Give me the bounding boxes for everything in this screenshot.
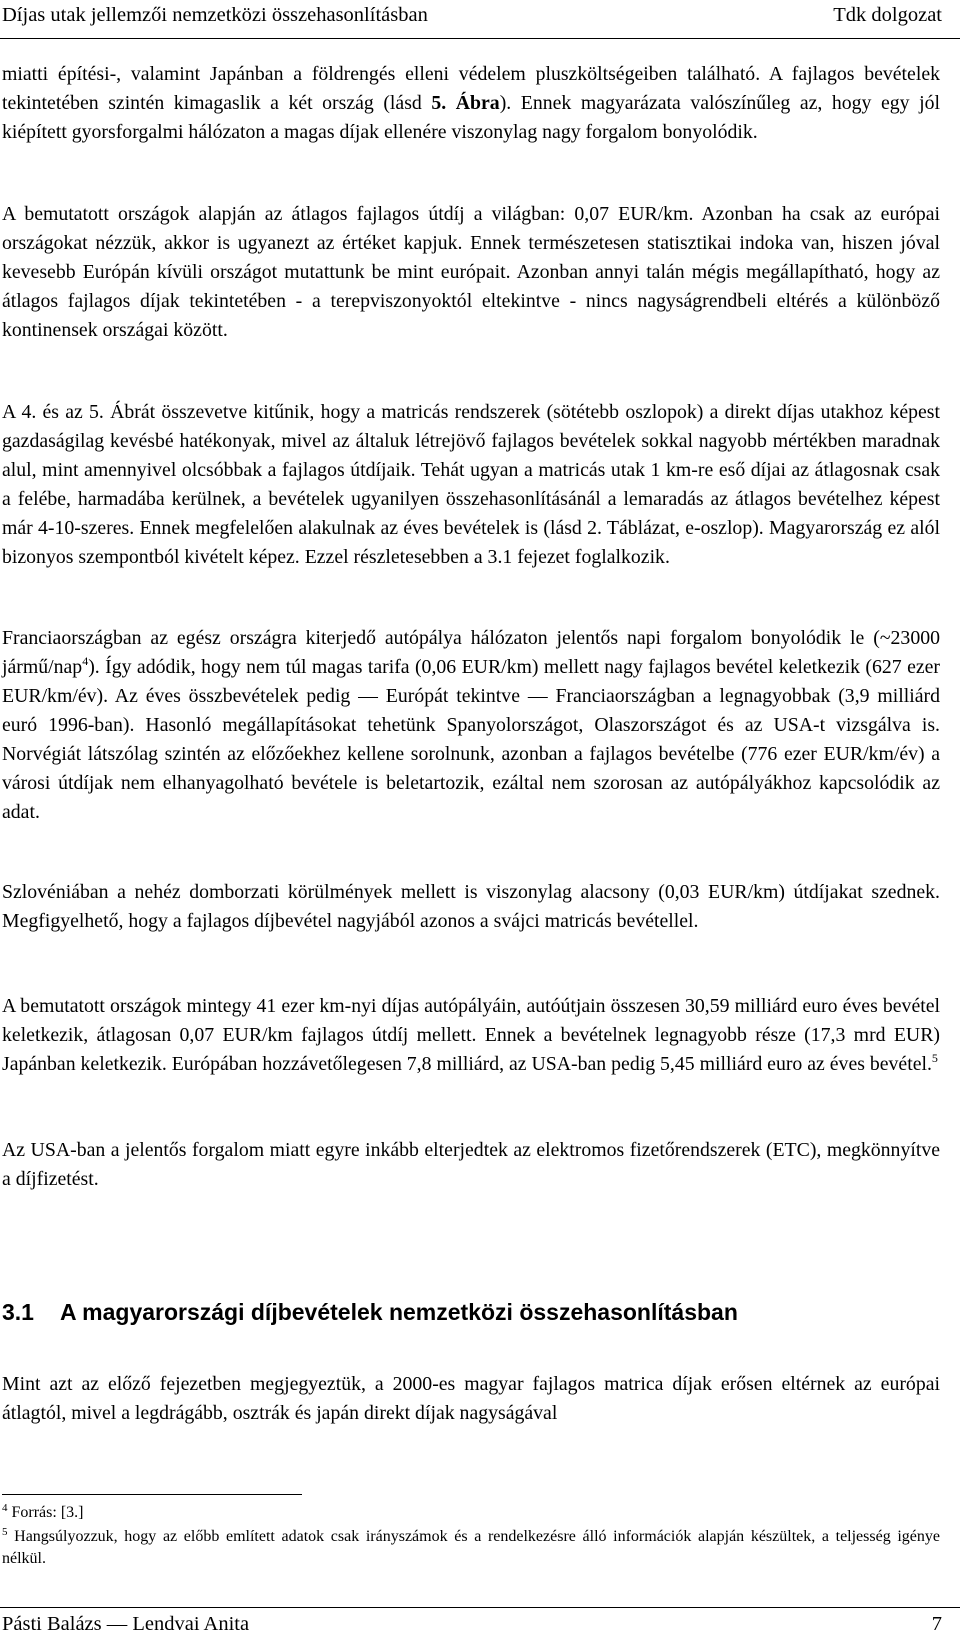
paragraph-2: A bemutatott országok alapján az átlagos fajlagos útdíj a világban: 0,07 EUR/km. Azonban ha csak az európai országokat nézzük, akkor is ugyanezt az értéket kapjuk. Ennek természetesen statisztikai indoka van, hiszen jóval kevesebb Európán kívüli országot mutattunk be mint európait. Azonban annyi talán mégis megállapítható, hogy az átlagos fajlagos díjak tekintetében - a terepviszonyoktól eltekintve - nincs nagyságrendbeli eltérés a különböző kontinensek országai között. — [2, 203, 940, 341]
footnote-marker-5: 5 — [931, 1051, 938, 1065]
footnote-4 — [2, 1502, 940, 1524]
footnote-5 — [2, 1526, 940, 1570]
section-heading — [2, 1297, 940, 1327]
footnote-4-number: 4 — [2, 1502, 8, 1514]
paragraph-7: Az USA-ban a jelentős forgalom miatt egyre inkább elterjedtek az elektromos fizetőrendszerek (ETC), megkönnyítve a díjfizetést. — [2, 1139, 940, 1190]
header-divider — [0, 38, 960, 39]
paragraph-6-text: A bemutatott országok mintegy 41 ezer km-nyi díjas autópályáin, autóútjain összesen 30,59 milliárd euro éves bevétel keletkezik, átlagosan 0,07 EUR/km fajlagos útdíj mellett. Ennek a bevételnek legnagyobb része (17,3 mrd EUR) Japánban keletkezik. Európában hozzávetőlegesen 7,8 milliárd, az USA-ban pedig 5,45 milliárd euro az éves bevétel. — [2, 995, 940, 1075]
footnote-marker-4: 4 — [82, 654, 89, 668]
footnote-4-text: Forrás: [3.] — [11, 1504, 84, 1521]
paragraph-8: Mint azt az előző fejezetben megjegyeztük, a 2000-es magyar fajlagos matrica díjak erősen eltérnek az európai átlagtól, mivel a legdrágább, osztrák és japán direkt díjak nagyságával — [2, 1373, 940, 1424]
paragraph-6 — [2, 992, 940, 1079]
section-number: 3.1 — [2, 1299, 34, 1325]
footer-divider — [0, 1607, 960, 1608]
page-header — [0, 0, 960, 30]
footnote-divider — [2, 1494, 302, 1495]
page-footer — [0, 1609, 960, 1639]
footnote-5-number: 5 — [2, 1526, 8, 1538]
paragraph-5: Szlovéniában a nehéz domborzati körülmények mellett is viszonylag alacsony (0,03 EUR/km) útdíjakat szednek. Megfigyelhető, hogy a fajlagos díjbevétel nagyjából azonos a svájci matricás bevétellel. — [2, 881, 940, 932]
paragraph-4-text-a: Franciaországban az egész országra kiterjedő autópálya hálózaton jelentős napi forgalom bonyolódik le (~23000 jármű/nap — [2, 627, 940, 678]
paragraph-1-text-b: ). Ennek magyarázata valószínűleg az, hogy egy jól kiépített gyorsforgalmi hálózaton a magas díjak ellenére viszonylag nagy forgalom bonyolódik. — [2, 92, 940, 143]
footer-authors: Pásti Balázs — Lendvai Anita — [2, 1613, 250, 1635]
page-number: 7 — [931, 1613, 942, 1635]
paragraph-1 — [2, 60, 940, 147]
paragraph-4 — [2, 624, 940, 827]
section-title-text: A magyarországi díjbevételek nemzetközi összehasonlításban — [60, 1299, 738, 1325]
figure-reference: 5. Ábra — [431, 92, 500, 114]
paragraph-3: A 4. és az 5. Ábrát összevetve kitűnik, hogy a matricás rendszerek (sötétebb oszlopok) a direkt díjas utakhoz képest gazdaságilag kevésbé hatékonyak, mivel az általuk létrejövő fajlagos bevételek sokkal nagyobb mértékben maradnak alul, mint amennyivel olcsóbbak a fajlagos útdíjaik. Tehát ugyan a matricás utak 1 km-re eső díjai az átlagosnak csak a felébe, harmadába kerülnek, a bevételek ugyanilyen összehasonlításánál a lemaradás az átlagos bevételhez képest már 4-10-szeres. Ennek megfelelően alakulnak az éves bevételek is (lásd 2. Táblázat, e-oszlop). Magyarország ez alól bizonyos szempontból kivételt képez. Ezzel részletesebben a 3.1 fejezet foglalkozik. — [2, 401, 940, 568]
footnote-5-text: Hangsúlyozzuk, hogy az előbb említett adatok csak irányszámok és a rendelkezésre álló információk alapján készültek, a teljesség igénye nélkül. — [2, 1528, 941, 1567]
header-label: Tdk dolgozat — [833, 4, 942, 26]
paragraph-1-text-a: miatti építési-, valamint Japánban a földrengés elleni védelem pluszköltségeiben található. A fajlagos bevételek tekintetében szintén kimagaslik a két ország (lásd — [2, 63, 940, 114]
header-title: Díjas utak jellemzői nemzetközi összehasonlításban — [2, 4, 428, 26]
paragraph-4-text-b: ). Így adódik, hogy nem túl magas tarifa (0,06 EUR/km) mellett nagy fajlagos bevétel keletkezik (627 ezer EUR/km/év). Az éves összbevételek pedig — Európát tekintve — Franciaországban a legnagyobbak (3,9 milliárd euró 1996-ban). Hasonló megállapításokat tehetünk Spanyolországot, Olaszországot és az USA-t vizsgálva is. Norvégiát látszólag szintén az előzőekhez kellene sorolnunk, azonban a fajlagos bevételbe (776 ezer EUR/km/év) a városi útdíjak nem elhanyagolható bevétele is beletartozik, ezáltal nem szorosan az autópályákhoz kapcsolódik az adat. — [2, 656, 940, 823]
